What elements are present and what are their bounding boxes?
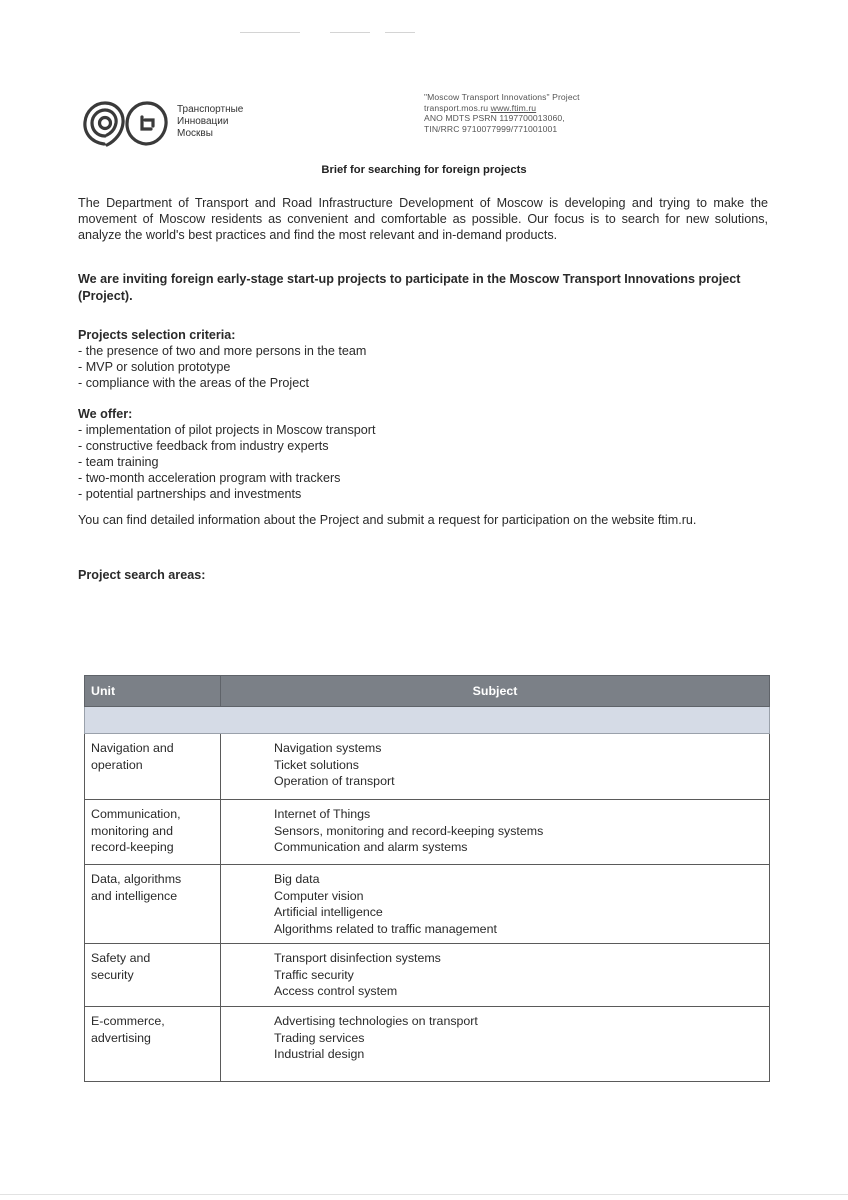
contact-tin: TIN/RRC 9710077999/771001001 <box>424 123 558 134</box>
invitation-paragraph: We are inviting foreign early-stage start-up projects to participate in the Moscow Transport Innovations project (Project). <box>78 272 741 303</box>
unit-cell <box>85 1007 221 1082</box>
subject-item: Ticket solutions <box>274 757 359 772</box>
subject-column-header: Subject <box>221 676 770 707</box>
scan-artifact <box>385 32 415 33</box>
offer-item: - team training <box>78 455 159 469</box>
subject-item: Internet of Things <box>274 807 371 821</box>
unit-line: advertising <box>91 1030 151 1045</box>
unit-line: record-keeping <box>91 840 174 854</box>
subject-item: Traffic security <box>274 967 354 982</box>
intro-paragraph: The Department of Transport and Road Infrastructure Development of Moscow is developing and trying to make the movement of Moscow residents as convenient and comfortable as possible. Our focus is to search for new solutions, analyze the world's best practices and find the most relevant and in-demand products. <box>78 196 768 242</box>
unit-line: Navigation and <box>91 741 174 755</box>
subject-cell <box>221 734 770 800</box>
contact-block <box>424 92 580 134</box>
unit-line: E-commerce, <box>91 1014 165 1028</box>
selection-criteria <box>78 327 768 391</box>
table-row <box>85 800 770 865</box>
subject-item: Computer vision <box>274 888 364 903</box>
subject-item: Access control system <box>274 984 398 998</box>
search-areas-table <box>84 675 770 1082</box>
criteria-item: - MVP or solution prototype <box>78 360 231 374</box>
scan-artifact <box>330 32 370 33</box>
criteria-item: - the presence of two and more persons in the team <box>78 344 367 358</box>
unit-line: and intelligence <box>91 888 178 903</box>
scan-artifact <box>0 1194 848 1195</box>
subject-item: Industrial design <box>274 1047 365 1061</box>
table-row <box>85 734 770 800</box>
unit-cell <box>85 734 221 800</box>
contact-site-link[interactable]: www.ftim.ru <box>490 102 537 113</box>
subject-item: Transport disinfection systems <box>274 951 441 965</box>
contact-sites <box>424 103 580 114</box>
org-name-line: Транспортные <box>177 104 244 115</box>
table-header-row <box>85 676 770 707</box>
table-row <box>85 865 770 944</box>
info-paragraph: You can find detailed information about the Project and submit a request for participation on the website ftim.ru. <box>78 513 697 527</box>
offer-list <box>78 406 768 502</box>
criteria-item: - compliance with the areas of the Project <box>78 376 309 390</box>
unit-cell <box>85 944 221 1007</box>
table-band-cell <box>85 707 770 734</box>
unit-line: Data, algorithms <box>91 872 182 886</box>
scan-artifact <box>240 32 300 33</box>
table-band-row <box>85 707 770 734</box>
offer-item: - constructive feedback from industry experts <box>78 439 329 453</box>
unit-line: operation <box>91 757 143 772</box>
subject-item: Artificial intelligence <box>274 905 383 919</box>
criteria-heading: Projects selection criteria: <box>78 328 236 342</box>
unit-cell <box>85 865 221 944</box>
org-name-line: Инновации <box>177 116 229 127</box>
contact-site: transport.mos.ru <box>424 102 491 113</box>
unit-column-header: Unit <box>85 676 221 707</box>
subject-cell <box>221 865 770 944</box>
org-name-line: Москвы <box>177 128 213 139</box>
subject-cell <box>221 800 770 865</box>
unit-line: security <box>91 967 134 982</box>
contact-psrn: ANO MDTS PSRN 1197700013060, <box>424 113 565 124</box>
offer-item: - implementation of pilot projects in Moscow transport <box>78 423 376 437</box>
subject-cell <box>221 1007 770 1082</box>
unit-line: Communication, <box>91 807 181 821</box>
subject-item: Big data <box>274 872 320 886</box>
subject-item: Sensors, monitoring and record-keeping systems <box>274 823 544 838</box>
unit-cell <box>85 800 221 865</box>
subject-item: Algorithms related to traffic management <box>274 921 497 936</box>
document-title: Brief for searching for foreign projects <box>321 164 527 176</box>
unit-line: Safety and <box>91 951 151 965</box>
unit-line: monitoring and <box>91 823 173 838</box>
subject-item: Communication and alarm systems <box>274 840 468 854</box>
offer-item: - potential partnerships and investments <box>78 487 302 501</box>
contact-project-name: "Moscow Transport Innovations" Project <box>424 92 580 102</box>
moscow-transport-innovations-logo <box>80 98 170 150</box>
offer-item: - two-month acceleration program with trackers <box>78 471 341 485</box>
subject-item: Trading services <box>274 1030 365 1045</box>
areas-heading: Project search areas: <box>78 568 206 582</box>
subject-cell <box>221 944 770 1007</box>
table-row <box>85 1007 770 1082</box>
subject-item: Advertising technologies on transport <box>274 1014 478 1028</box>
org-name <box>177 104 243 140</box>
subject-item: Navigation systems <box>274 741 382 755</box>
table-row <box>85 944 770 1007</box>
offer-heading: We offer: <box>78 407 133 421</box>
subject-item: Operation of transport <box>274 774 395 788</box>
